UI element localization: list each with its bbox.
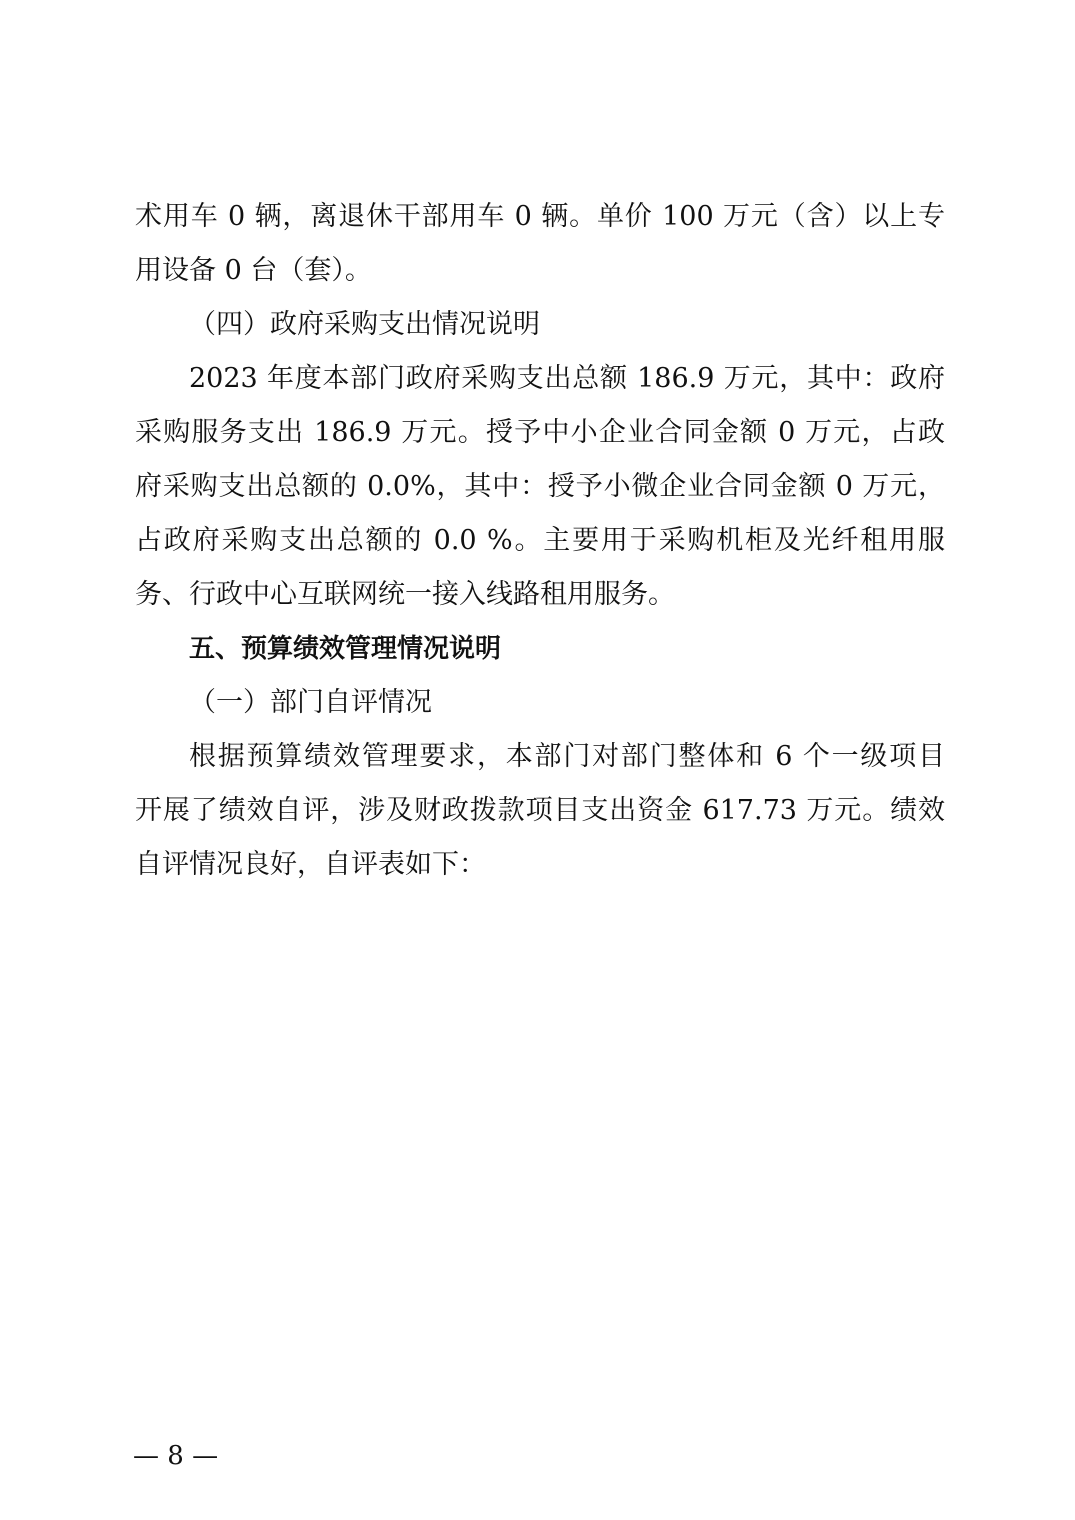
page-number: — 8 — xyxy=(133,1441,219,1471)
paragraph-self-evaluation xyxy=(135,730,945,892)
section-4-heading: （四）政府采购支出情况说明 xyxy=(189,309,540,340)
text-line: 府采购支出总额的 0.0%，其中：授予小微企业合同金额 0 万元， xyxy=(135,471,945,502)
section-5-heading: 五、预算绩效管理情况说明 xyxy=(189,634,502,664)
text-line: 开展了绩效自评，涉及财政拨款项目支出资金 617.73 万元。绩效 xyxy=(135,795,945,826)
text-line: 自评情况良好，自评表如下： xyxy=(135,849,486,880)
section-5-1-heading: （一）部门自评情况 xyxy=(189,687,432,718)
paragraph-vehicles xyxy=(135,190,945,298)
text-line: 务、行政中心互联网统一接入线路租用服务。 xyxy=(135,579,675,610)
text-line: 采购服务支出 186.9 万元。授予中小企业合同金额 0 万元，占政 xyxy=(135,417,945,448)
paragraph-procurement xyxy=(135,352,945,622)
text-line: 术用车 0 辆，离退休干部用车 0 辆。单价 100 万元（含）以上专 xyxy=(135,201,945,232)
text-line: 2023 年度本部门政府采购支出总额 186.9 万元，其中：政府 xyxy=(189,363,945,394)
text-line: 用设备 0 台（套）。 xyxy=(135,255,372,286)
text-line: 根据预算绩效管理要求，本部门对部门整体和 6 个一级项目 xyxy=(189,741,945,772)
text-line: 占政府采购支出总额的 0.0 %。主要用于采购机柜及光纤租用服 xyxy=(135,525,945,556)
document-body xyxy=(135,190,945,892)
